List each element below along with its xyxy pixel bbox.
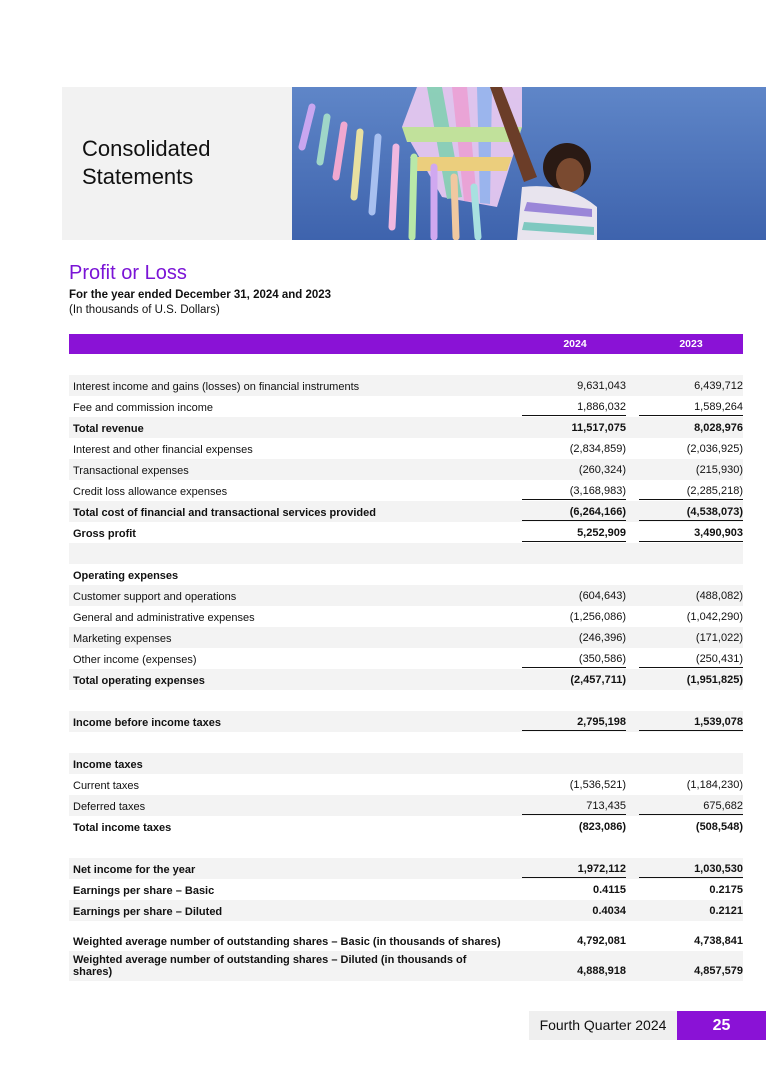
hero-photo: [292, 87, 766, 240]
statement-period: For the year ended December 31, 2024 and 2023: [69, 289, 332, 301]
table-row-spacer: [69, 543, 743, 564]
column-header-2024: 2024: [563, 338, 587, 350]
table-row: General and administrative expenses (1,256,086) (1,042,290): [73, 611, 743, 624]
table-row: Customer support and operations (604,643) (488,082): [69, 585, 743, 606]
table-row: Credit loss allowance expenses (3,168,983) (2,285,218): [73, 485, 743, 498]
table-row: Fee and commission income 1,886,032 1,589,264: [73, 401, 743, 414]
table-row-net-income: Net income for the year 1,972,112 1,030,530: [69, 858, 743, 879]
table-row-spacer: [69, 690, 743, 711]
page-number: 25: [677, 1011, 766, 1040]
table-row-spacer: [69, 732, 743, 753]
table-row: Transactional expenses (260,324) (215,930): [69, 459, 743, 480]
profit-loss-table: [69, 334, 743, 981]
table-row-eps-basic: Earnings per share – Basic 0.4115 0.2175: [73, 884, 743, 897]
footer-quarter-label: Fourth Quarter 2024: [529, 1011, 677, 1040]
header-panel: [62, 87, 292, 240]
table-row-gross-profit: Gross profit 5,252,909 3,490,903: [73, 527, 743, 540]
table-row-spacer: [69, 837, 743, 858]
table-row: Current taxes (1,536,521) (1,184,230): [73, 779, 743, 792]
table-row-income-before-tax: Income before income taxes 2,795,198 1,539,078: [69, 711, 743, 732]
table-row-spacer: [69, 354, 743, 375]
table-row-section-operating: Operating expenses: [73, 570, 179, 582]
table-header: [69, 334, 743, 354]
table-row: Interest income and gains (losses) on financial instruments 9,631,043 6,439,712: [69, 375, 743, 396]
table-row-shares-basic: Weighted average number of outstanding shares – Basic (in thousands of shares) 4,792,081 4,738,841: [73, 935, 743, 948]
table-row-shares-diluted: Weighted average number of outstanding shares – Diluted (in thousands of shares) 4,888,918 4,857,579: [69, 951, 743, 981]
table-row: Interest and other financial expenses (2,834,859) (2,036,925): [73, 443, 743, 456]
table-row-section-taxes: Income taxes: [69, 753, 743, 774]
table-row-total-operating: Total operating expenses (2,457,711) (1,951,825): [69, 669, 743, 690]
column-header-2023: 2023: [679, 338, 703, 350]
table-row-total-cost: Total cost of financial and transactional services provided (6,264,166) (4,538,073): [69, 501, 743, 522]
table-row-total-revenue: Total revenue 11,517,075 8,028,976: [69, 417, 743, 438]
statement-units: (In thousands of U.S. Dollars): [69, 304, 220, 316]
table-row-total-taxes: Total income taxes (823,086) (508,548): [73, 821, 743, 834]
page-title: Consolidated Statements: [82, 136, 211, 189]
table-row: Marketing expenses (246,396) (171,022): [69, 627, 743, 648]
table-row-eps-diluted: Earnings per share – Diluted 0.4034 0.2121: [69, 900, 743, 921]
statement-title: Profit or Loss: [69, 262, 187, 284]
table-row: Deferred taxes 713,435 675,682: [69, 795, 743, 816]
table-row: Other income (expenses) (350,586) (250,431): [73, 653, 743, 666]
